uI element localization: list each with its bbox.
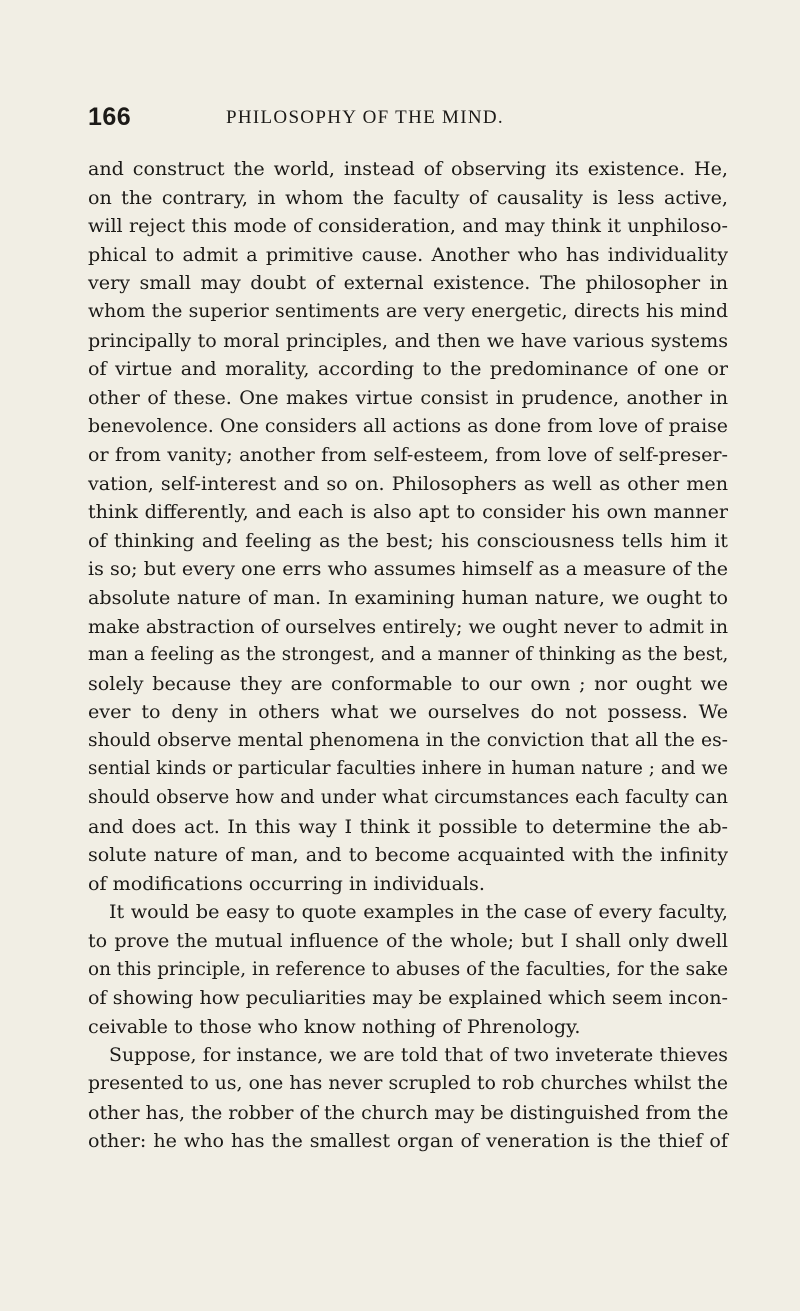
page-header: [88, 103, 728, 137]
running-title: PHILOSOPHY OF THE MIND.: [226, 107, 504, 128]
text-line: of showing how peculiarities may be explained which seem incon-: [88, 986, 728, 1010]
text-line: of virtue and morality, according to the predominance of one or: [88, 357, 728, 381]
text-line: should observe how and under what circumstances each faculty can: [88, 787, 728, 809]
text-line: phical to admit a primitive cause. Another who has individuality: [88, 242, 728, 266]
text-line: will reject this mode of consideration, and may think it unphiloso-: [88, 214, 728, 238]
text-line: It would be easy to quote examples in the case of every faculty,: [109, 900, 728, 924]
text-line: man a feeling as the strongest, and a manner of thinking as the best,: [88, 644, 729, 666]
page-number: 166: [88, 103, 132, 131]
text-line: sential kinds or particular faculties inhere in human nature ; and we: [88, 758, 728, 780]
text-line: benevolence. One considers all actions as done from love of praise: [88, 415, 728, 438]
text-line: think differently, and each is also apt to consider his own manner: [88, 500, 728, 524]
text-line: of thinking and feeling as the best; his consciousness tells him it: [88, 528, 728, 552]
text-line: to prove the mutual influence of the whole; but I shall only dwell: [88, 929, 728, 953]
text-line: other of these. One makes virtue consist in prudence, another in: [88, 385, 728, 409]
text-line: make abstraction of ourselves entirely; we ought never to admit in: [88, 615, 728, 638]
text-line: Suppose, for instance, we are told that of two inveterate thieves: [109, 1044, 728, 1067]
text-line: whom the superior sentiments are very energetic, directs his mind: [88, 300, 728, 322]
text-line: of modifications occurring in individuals.: [88, 871, 485, 895]
body-text: [88, 155, 728, 1156]
text-line: ever to deny in others what we ourselves do not possess. We: [88, 700, 728, 724]
text-line: very small may doubt of external existence. The philosopher in: [88, 271, 728, 295]
text-line: solute nature of man, and to become acquainted with the infinity: [88, 843, 728, 867]
text-line: and does act. In this way I think it possible to determine the ab-: [88, 814, 728, 838]
text-line: should observe mental phenomena in the conviction that all the es-: [88, 729, 728, 751]
text-line: or from vanity; another from self-esteem, from love of self-preser-: [88, 442, 728, 466]
text-line: other: he who has the smallest organ of veneration is the thief of: [88, 1129, 728, 1153]
text-line: solely because they are conformable to our own ; nor ought we: [88, 671, 728, 695]
text-line: ceivable to those who know nothing of Phrenology.: [88, 1014, 581, 1038]
text-line: presented to us, one has never scrupled to rob churches whilst the: [88, 1073, 728, 1094]
text-line: absolute nature of man. In examining human nature, we ought to: [88, 585, 728, 609]
text-line: on the contrary, in whom the faculty of causality is less active,: [88, 185, 728, 209]
text-line: other has, the robber of the church may be distinguished from the: [88, 1101, 729, 1124]
text-line: on this principle, in reference to abuses of the faculties, for the sake: [88, 958, 728, 980]
text-line: principally to moral principles, and then we have various systems: [88, 328, 728, 352]
text-line: is so; but every one errs who assumes himself as a measure of the: [88, 558, 728, 581]
text-line: vation, self-interest and so on. Philosophers as well as other men: [88, 471, 728, 495]
text-line: and construct the world, instead of observing its existence. He,: [88, 157, 728, 180]
